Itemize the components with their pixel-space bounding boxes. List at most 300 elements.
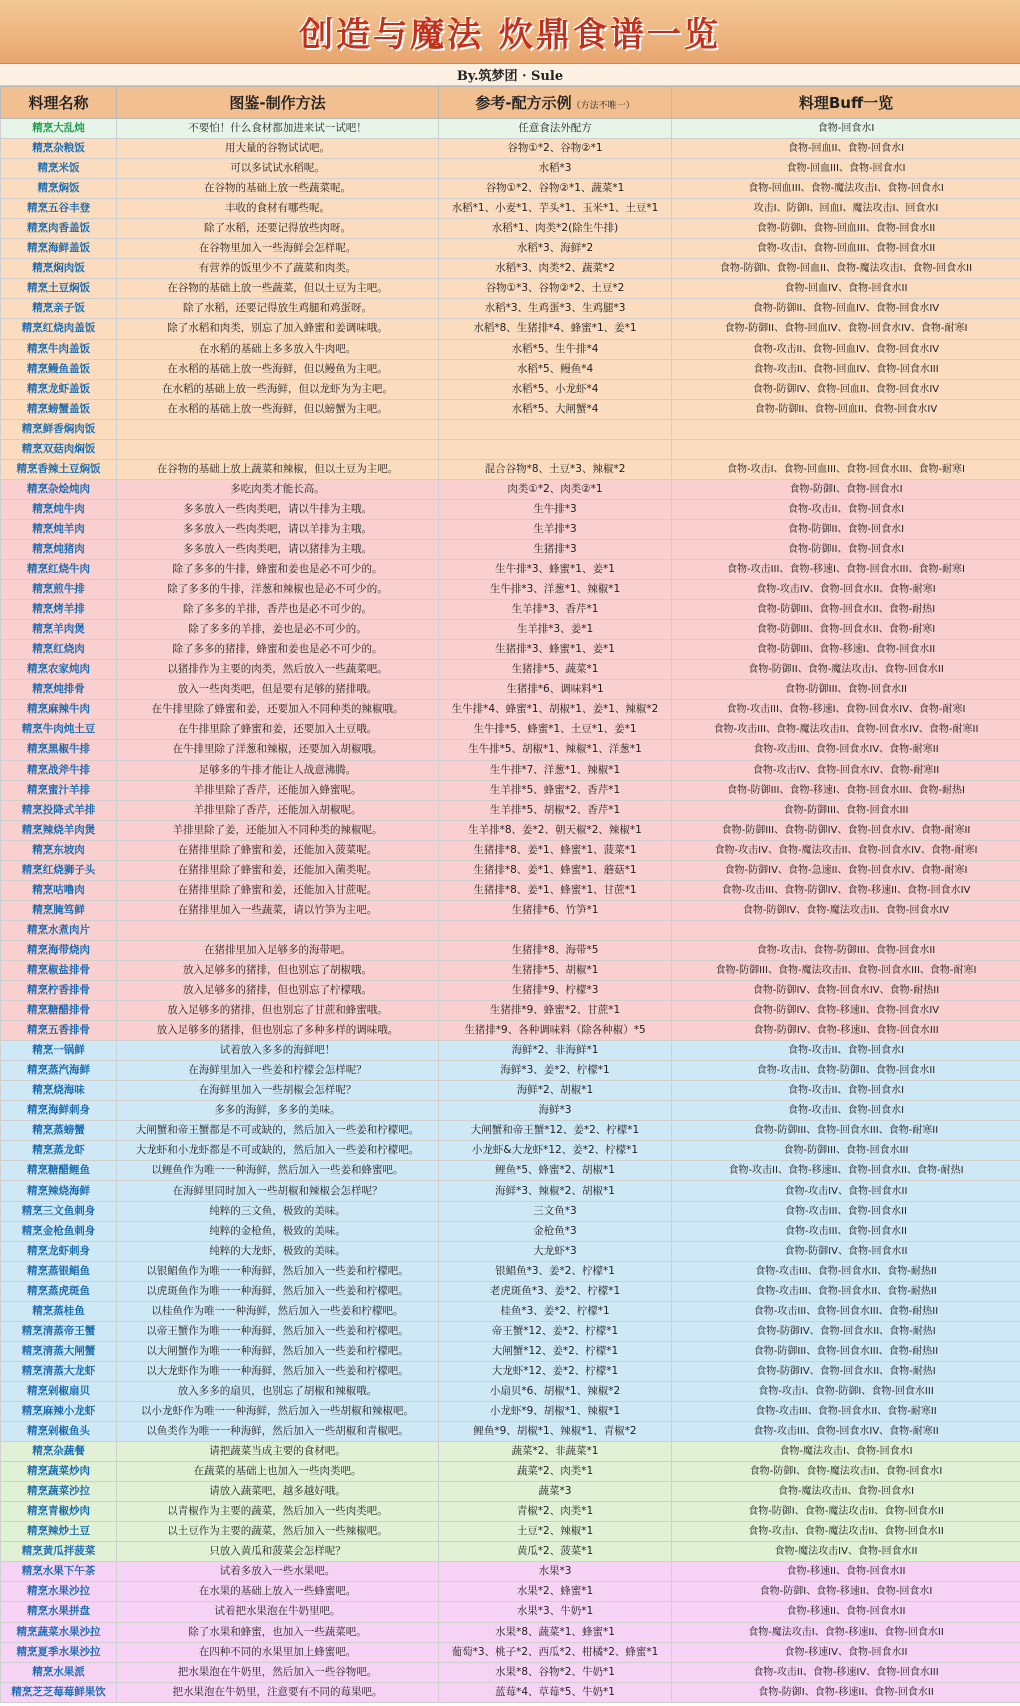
recipe-cell: 生羊排*5、蜂蜜*2、香芹*1 xyxy=(439,780,672,800)
dish-name-cell: 精烹青椒炒肉 xyxy=(1,1502,117,1522)
dish-name-cell: 精烹烧海味 xyxy=(1,1081,117,1101)
dish-name-cell: 精烹海鲜盖饭 xyxy=(1,239,117,259)
dish-name-cell: 精烹龙虾刺身 xyxy=(1,1241,117,1261)
method-cell: 大闸蟹和帝王蟹都是不可或缺的，然后加入一些姜和柠檬吧。 xyxy=(117,1121,439,1141)
dish-name-cell: 精烹一锅鲜 xyxy=(1,1041,117,1061)
method-cell: 大龙虾和小龙虾都是不可或缺的，然后加入一些姜和柠檬吧。 xyxy=(117,1141,439,1161)
table-body xyxy=(1,119,1020,1703)
recipe-cell: 生牛排*3、蜂蜜*1、姜*1 xyxy=(439,560,672,580)
recipe-cell: 小龙虾*9、胡椒*1、辣椒*1 xyxy=(439,1402,672,1422)
method-cell: 以小龙虾作为唯一一种海鲜，然后加入一些胡椒和辣椒吧。 xyxy=(117,1402,439,1422)
recipe-cell: 土豆*2、辣椒*1 xyxy=(439,1522,672,1542)
buff-cell: 食物-移速II、食物-回食水II xyxy=(672,1602,1020,1622)
recipe-cell xyxy=(439,419,672,439)
method-cell xyxy=(117,419,439,439)
dish-name-cell: 精烹海带烧肉 xyxy=(1,940,117,960)
table-row xyxy=(1,379,1020,399)
buff-cell: 食物-攻击III、食物-魔法攻击II、食物-回食水IV、食物-耐寒II xyxy=(672,720,1020,740)
table-row xyxy=(1,840,1020,860)
dish-name-cell: 精烹蜜汁羊排 xyxy=(1,780,117,800)
method-cell: 请放入蔬菜吧，越多越好哦。 xyxy=(117,1482,439,1502)
table-row xyxy=(1,419,1020,439)
method-cell: 试着放入多多的海鲜吧！ xyxy=(117,1041,439,1061)
method-cell: 纯粹的大龙虾，极致的美味。 xyxy=(117,1241,439,1261)
buff-cell: 食物-攻击II、食物-防御II、食物-回食水II xyxy=(672,1061,1020,1081)
dish-name-cell: 精烹金枪鱼刺身 xyxy=(1,1221,117,1241)
table-row xyxy=(1,1381,1020,1401)
dish-name-cell: 精烹腌笃鲜 xyxy=(1,900,117,920)
table-row xyxy=(1,580,1020,600)
table-row xyxy=(1,159,1020,179)
buff-cell: 食物-攻击III、食物-回食水III、食物-耐热II xyxy=(672,1301,1020,1321)
buff-cell: 食物-防御II、食物-魔法攻击I、食物-回食水II xyxy=(672,660,1020,680)
recipe-cell: 谷物①*2、谷物②*1、蔬菜*1 xyxy=(439,179,672,199)
table-row xyxy=(1,1081,1020,1101)
buff-cell: 食物-防御III、食物-魔法攻击II、食物-回食水III、食物-耐寒I xyxy=(672,960,1020,980)
dish-name-cell: 精烹蔬菜炒肉 xyxy=(1,1462,117,1482)
dish-name-cell: 精烹黑椒牛排 xyxy=(1,740,117,760)
table-row xyxy=(1,399,1020,419)
dish-name-cell: 精烹柠香排骨 xyxy=(1,981,117,1001)
buff-cell: 食物-防御I、食物-魔法攻击II、食物-回食水II xyxy=(672,1502,1020,1522)
dish-name-cell: 精烹炖牛肉 xyxy=(1,499,117,519)
header-name: 料理名称 xyxy=(1,87,117,119)
method-cell: 在海鲜里加入一些胡椒会怎样呢？ xyxy=(117,1081,439,1101)
dish-name-cell: 精烹辣烧羊肉煲 xyxy=(1,820,117,840)
method-cell: 在海鲜里同时加入一些胡椒和辣椒会怎样呢？ xyxy=(117,1181,439,1201)
method-cell: 以大闸蟹作为唯一一种海鲜，然后加入一些姜和柠檬吧。 xyxy=(117,1341,439,1361)
table-row xyxy=(1,1562,1020,1582)
buff-cell: 食物-防御I、食物-移速II、食物-回食水I xyxy=(672,1582,1020,1602)
buff-cell: 食物-攻击III、食物-回食水II、食物-耐热II xyxy=(672,1261,1020,1281)
table-row xyxy=(1,760,1020,780)
dish-name-cell: 精烹水果沙拉 xyxy=(1,1582,117,1602)
method-cell: 除了水稻，还要记得放生鸡腿和鸡蛋呀。 xyxy=(117,299,439,319)
table-row xyxy=(1,960,1020,980)
table-row xyxy=(1,1141,1020,1161)
table-row xyxy=(1,1121,1020,1141)
method-cell: 在水稻的基础上放一些海鲜，但以鳗鱼为主吧。 xyxy=(117,359,439,379)
dish-name-cell: 精烹肉香盖饭 xyxy=(1,219,117,239)
method-cell: 除了水果和蜂蜜，也加入一些蔬菜吧。 xyxy=(117,1622,439,1642)
dish-name-cell: 精烹焖肉饭 xyxy=(1,259,117,279)
dish-name-cell: 精烹亲子饭 xyxy=(1,299,117,319)
buff-cell: 食物-防御I、食物-魔法攻击II、食物-回食水I xyxy=(672,1462,1020,1482)
table-row xyxy=(1,1021,1020,1041)
method-cell: 在水果的基础上放入一些蜂蜜吧。 xyxy=(117,1582,439,1602)
table-row xyxy=(1,219,1020,239)
page-title: 创造与魔法 炊鼎食谱一览 xyxy=(299,15,721,55)
table-row xyxy=(1,1642,1020,1662)
table-row xyxy=(1,479,1020,499)
table-row xyxy=(1,860,1020,880)
buff-cell: 食物-防御III、食物-移速I、食物-回食水III、食物-耐热I xyxy=(672,780,1020,800)
table-row xyxy=(1,680,1020,700)
method-cell: 多多的海鲜，多多的美味。 xyxy=(117,1101,439,1121)
method-cell: 纯粹的三文鱼，极致的美味。 xyxy=(117,1201,439,1221)
table-row xyxy=(1,900,1020,920)
dish-name-cell: 精烹麻辣牛肉 xyxy=(1,700,117,720)
dish-name-cell: 精烹蒸虎斑鱼 xyxy=(1,1281,117,1301)
recipe-cell: 谷物①*3、谷物②*2、土豆*2 xyxy=(439,279,672,299)
buff-cell: 食物-防御II、食物-回血IV、食物-回食水IV、食物-耐寒I xyxy=(672,319,1020,339)
table-row xyxy=(1,199,1020,219)
buff-cell: 食物-攻击II、食物-回食水I xyxy=(672,1101,1020,1121)
buff-cell: 食物-防御III、食物-回食水III xyxy=(672,800,1020,820)
table-row xyxy=(1,1321,1020,1341)
table-row xyxy=(1,459,1020,479)
table-row xyxy=(1,1341,1020,1361)
method-cell: 在猪排里加入一些蔬菜，请以竹笋为主吧。 xyxy=(117,900,439,920)
dish-name-cell: 精烹红烧牛肉 xyxy=(1,560,117,580)
table-row xyxy=(1,1161,1020,1181)
recipe-cell: 帝王蟹*12、姜*2、柠檬*1 xyxy=(439,1321,672,1341)
buff-cell: 食物-攻击III、食物-防御IV、食物-移速II、食物-回食水IV xyxy=(672,880,1020,900)
recipe-cell: 生牛排*5、胡椒*1、辣椒*1、洋葱*1 xyxy=(439,740,672,760)
buff-cell: 食物-防御III、食物-回食水III、食物-耐热II xyxy=(672,1341,1020,1361)
recipe-cell: 肉类①*2、肉类②*1 xyxy=(439,479,672,499)
recipe-table xyxy=(0,86,1020,1703)
recipe-cell: 水果*8、谷物*2、牛奶*1 xyxy=(439,1662,672,1682)
method-cell xyxy=(117,920,439,940)
header-recipe-note: （方法不唯一） xyxy=(571,101,635,111)
dish-name-cell: 精烹红烧狮子头 xyxy=(1,860,117,880)
table-row xyxy=(1,1542,1020,1562)
recipe-cell: 生牛排*3、洋葱*1、辣椒*1 xyxy=(439,580,672,600)
recipe-cell: 生羊排*3、姜*1 xyxy=(439,620,672,640)
dish-name-cell: 精烹煎牛排 xyxy=(1,580,117,600)
buff-cell: 食物-防御IV、食物-回食水II xyxy=(672,1241,1020,1261)
table-row xyxy=(1,1522,1020,1542)
method-cell: 在牛排里除了蜂蜜和姜，还要加入不同种类的辣椒哦。 xyxy=(117,700,439,720)
table-row xyxy=(1,1041,1020,1061)
buff-cell: 食物-攻击I、食物-回血III、食物-回食水II xyxy=(672,239,1020,259)
method-cell: 在谷物的基础上放上蔬菜和辣椒，但以土豆为主吧。 xyxy=(117,459,439,479)
method-cell: 以鲤鱼作为唯一一种海鲜，然后加入一些姜和蜂蜜吧。 xyxy=(117,1161,439,1181)
method-cell: 足够多的牛排才能让人战意沸腾。 xyxy=(117,760,439,780)
table-row xyxy=(1,560,1020,580)
buff-cell: 食物-防御II、食物-回血IV、食物-回食水IV xyxy=(672,299,1020,319)
dish-name-cell: 精烹鲜香焖肉饭 xyxy=(1,419,117,439)
table-row xyxy=(1,299,1020,319)
method-cell: 羊排里除了姜，还能加入不同种类的辣椒呢。 xyxy=(117,820,439,840)
table-row xyxy=(1,1482,1020,1502)
dish-name-cell: 精烹蔬菜水果沙拉 xyxy=(1,1622,117,1642)
recipe-cell: 水稻*3、肉类*2、蔬菜*2 xyxy=(439,259,672,279)
buff-cell: 食物-防御IV、食物-回食水II、食物-耐热I xyxy=(672,1321,1020,1341)
table-row xyxy=(1,1682,1020,1702)
dish-name-cell: 精烹剁椒鱼头 xyxy=(1,1422,117,1442)
method-cell: 试着多放入一些水果吧。 xyxy=(117,1562,439,1582)
buff-cell: 食物-回血II、食物-回食水I xyxy=(672,139,1020,159)
recipe-cell: 鲤鱼*5、蜂蜜*2、胡椒*1 xyxy=(439,1161,672,1181)
table-row xyxy=(1,640,1020,660)
method-cell: 在牛排里除了洋葱和辣椒，还要加入胡椒哦。 xyxy=(117,740,439,760)
table-row xyxy=(1,880,1020,900)
recipe-cell: 生猪排*8、姜*1、蜂蜜*1、蘑菇*1 xyxy=(439,860,672,880)
recipe-cell: 生羊排*8、姜*2、朝天椒*2、辣椒*1 xyxy=(439,820,672,840)
dish-name-cell: 精烹五谷丰登 xyxy=(1,199,117,219)
buff-cell: 食物-攻击II、食物-回食水I xyxy=(672,1041,1020,1061)
dish-name-cell: 精烹蒸螃蟹 xyxy=(1,1121,117,1141)
recipe-cell: 鲤鱼*9、胡椒*1、辣椒*1、青椒*2 xyxy=(439,1422,672,1442)
buff-cell: 食物-防御IV、食物-回食水II、食物-耐热I xyxy=(672,1361,1020,1381)
recipe-cell: 蔬菜*2、肉类*1 xyxy=(439,1462,672,1482)
dish-name-cell: 精烹烤羊排 xyxy=(1,600,117,620)
recipe-cell: 海鲜*3、辣椒*2、胡椒*1 xyxy=(439,1181,672,1201)
table-row xyxy=(1,1442,1020,1462)
buff-cell xyxy=(672,419,1020,439)
buff-cell: 食物-攻击III、食物-回食水II xyxy=(672,1201,1020,1221)
recipe-cell: 小扇贝*6、胡椒*1、辣椒*2 xyxy=(439,1381,672,1401)
recipe-cell: 生猪排*9、柠檬*3 xyxy=(439,981,672,1001)
method-cell: 只放入黄瓜和菠菜会怎样呢？ xyxy=(117,1542,439,1562)
recipe-cell: 水稻*3、生鸡蛋*3、生鸡腿*3 xyxy=(439,299,672,319)
recipe-cell: 生猪排*8、姜*1、蜂蜜*1、菠菜*1 xyxy=(439,840,672,860)
recipe-cell: 金枪鱼*3 xyxy=(439,1221,672,1241)
method-cell: 在猪排里除了蜂蜜和姜，还能加入菌类呢。 xyxy=(117,860,439,880)
dish-name-cell: 精烹清蒸大龙虾 xyxy=(1,1361,117,1381)
dish-name-cell: 精烹糖醋排骨 xyxy=(1,1001,117,1021)
recipe-cell: 小龙虾&大龙虾*12、姜*2、柠檬*1 xyxy=(439,1141,672,1161)
dish-name-cell: 精烹蒸银鲳鱼 xyxy=(1,1261,117,1281)
header-recipe-label: 参考-配方示例 xyxy=(475,94,572,112)
method-cell: 在海鲜里加入一些姜和柠檬会怎样呢？ xyxy=(117,1061,439,1081)
table-row xyxy=(1,620,1020,640)
recipe-cell: 水果*3 xyxy=(439,1562,672,1582)
method-cell: 多吃肉类才能长高。 xyxy=(117,479,439,499)
recipe-cell: 大闸蟹*12、姜*2、柠檬*1 xyxy=(439,1341,672,1361)
buff-cell: 食物-防御IV、食物-移速II、食物-回食水IV xyxy=(672,1001,1020,1021)
table-row xyxy=(1,1402,1020,1422)
buff-cell: 食物-防御II、食物-回食水I xyxy=(672,539,1020,559)
dish-name-cell: 精烹鳗鱼盖饭 xyxy=(1,359,117,379)
recipe-cell: 海鲜*2、胡椒*1 xyxy=(439,1081,672,1101)
dish-name-cell: 精烹糖醋鲤鱼 xyxy=(1,1161,117,1181)
table-row xyxy=(1,539,1020,559)
table-row xyxy=(1,1622,1020,1642)
dish-name-cell: 精烹三文鱼刺身 xyxy=(1,1201,117,1221)
recipe-cell: 蓝莓*4、草莓*5、牛奶*1 xyxy=(439,1682,672,1702)
buff-cell: 食物-防御I、食物-移速II、食物-回食水II xyxy=(672,1682,1020,1702)
recipe-cell: 三文鱼*3 xyxy=(439,1201,672,1221)
recipe-cell: 生牛排*3 xyxy=(439,499,672,519)
recipe-cell: 水稻*5、小龙虾*4 xyxy=(439,379,672,399)
dish-name-cell: 精烹农家炖肉 xyxy=(1,660,117,680)
title-banner xyxy=(0,0,1020,64)
method-cell: 纯粹的金枪鱼，极致的美味。 xyxy=(117,1221,439,1241)
dish-name-cell: 精烹杂粮饭 xyxy=(1,139,117,159)
table-row xyxy=(1,1361,1020,1381)
table-row xyxy=(1,940,1020,960)
buff-cell: 食物-魔法攻击IV、食物-回食水II xyxy=(672,1542,1020,1562)
table-row xyxy=(1,1001,1020,1021)
table-row xyxy=(1,1101,1020,1121)
recipe-cell: 水稻*3、海鲜*2 xyxy=(439,239,672,259)
recipe-cell: 任意食法外配方 xyxy=(439,119,672,139)
method-cell: 以土豆作为主要的蔬菜，然后加入一些辣椒吧。 xyxy=(117,1522,439,1542)
method-cell: 用大量的谷物试试吧。 xyxy=(117,139,439,159)
table-row xyxy=(1,1281,1020,1301)
buff-cell: 食物-防御I、食物-回血III、食物-回食水II xyxy=(672,219,1020,239)
buff-cell: 食物-攻击I、食物-防御III、食物-回食水II xyxy=(672,940,1020,960)
buff-cell: 食物-移速II、食物-回食水II xyxy=(672,1562,1020,1582)
method-cell: 以银鲳鱼作为唯一一种海鲜，然后加入一些姜和柠檬吧。 xyxy=(117,1261,439,1281)
dish-name-cell: 精烹蒸桂鱼 xyxy=(1,1301,117,1321)
dish-name-cell: 精烹椒盐排骨 xyxy=(1,960,117,980)
method-cell: 除了多多的猪排，蜂蜜和姜也是必不可少的。 xyxy=(117,640,439,660)
method-cell: 以猪排作为主要的肉类，然后放入一些蔬菜吧。 xyxy=(117,660,439,680)
dish-name-cell: 精烹水果拼盘 xyxy=(1,1602,117,1622)
dish-name-cell: 精烹牛肉盖饭 xyxy=(1,339,117,359)
table-row xyxy=(1,800,1020,820)
dish-name-cell: 精烹清蒸帝王蟹 xyxy=(1,1321,117,1341)
buff-cell: 食物-回血III、食物-魔法攻击I、食物-回食水I xyxy=(672,179,1020,199)
method-cell: 除了多多的牛排，蜂蜜和姜也是必不可少的。 xyxy=(117,560,439,580)
table-row xyxy=(1,1502,1020,1522)
table-row xyxy=(1,600,1020,620)
buff-cell: 食物-防御III、食物-回食水II xyxy=(672,680,1020,700)
recipe-cell: 海鲜*2、非海鲜*1 xyxy=(439,1041,672,1061)
dish-name-cell: 精烹蒸汽海鲜 xyxy=(1,1061,117,1081)
buff-cell: 食物-魔法攻击I、食物-移速II、食物-回食水II xyxy=(672,1622,1020,1642)
method-cell: 在谷物的基础上放一些蔬菜，但以土豆为主吧。 xyxy=(117,279,439,299)
dish-name-cell: 精烹海鲜刺身 xyxy=(1,1101,117,1121)
table-row xyxy=(1,1602,1020,1622)
buff-cell: 食物-攻击II、食物-回血IV、食物-回食水III xyxy=(672,359,1020,379)
dish-name-cell: 精烹蒸龙虾 xyxy=(1,1141,117,1161)
recipe-cell: 生猪排*8、姜*1、蜂蜜*1、甘蔗*1 xyxy=(439,880,672,900)
table-row xyxy=(1,339,1020,359)
table-row xyxy=(1,740,1020,760)
buff-cell: 食物-攻击I、食物-防御I、食物-回食水III xyxy=(672,1381,1020,1401)
dish-name-cell: 精烹咕噜肉 xyxy=(1,880,117,900)
method-cell: 放入足够多的猪排，但也别忘了胡椒哦。 xyxy=(117,960,439,980)
buff-cell: 食物-攻击IV、食物-回食水II、食物-耐寒I xyxy=(672,580,1020,600)
buff-cell: 食物-攻击III、食物-回食水IV、食物-耐寒II xyxy=(672,740,1020,760)
buff-cell: 食物-攻击II、食物-回食水I xyxy=(672,499,1020,519)
recipe-cell: 水果*3、牛奶*1 xyxy=(439,1602,672,1622)
recipe-cell: 生猪排*6、调味料*1 xyxy=(439,680,672,700)
recipe-cell: 大龙虾*3 xyxy=(439,1241,672,1261)
buff-cell: 食物-魔法攻击I、食物-回食水I xyxy=(672,1442,1020,1462)
table-row xyxy=(1,259,1020,279)
recipe-cell: 生猪排*5、胡椒*1 xyxy=(439,960,672,980)
buff-cell: 食物-回食水I xyxy=(672,119,1020,139)
buff-cell: 食物-攻击III、食物-回食水IV、食物-耐寒II xyxy=(672,1422,1020,1442)
dish-name-cell: 精烹双菇肉焖饭 xyxy=(1,439,117,459)
dish-name-cell: 精烹黄瓜拌菠菜 xyxy=(1,1542,117,1562)
recipe-cell: 生牛排*7、洋葱*1、辣椒*1 xyxy=(439,760,672,780)
buff-cell: 食物-防御II、食物-回血II、食物-回食水IV xyxy=(672,399,1020,419)
buff-cell xyxy=(672,439,1020,459)
recipe-cell: 生猪排*8、海带*5 xyxy=(439,940,672,960)
buff-cell: 食物-防御IV、食物-移速II、食物-回食水III xyxy=(672,1021,1020,1041)
dish-name-cell: 精烹羊肉煲 xyxy=(1,620,117,640)
buff-cell: 食物-防御II、食物-回食水I xyxy=(672,519,1020,539)
table-row xyxy=(1,499,1020,519)
method-cell: 在谷物里加入一些海鲜会怎样呢。 xyxy=(117,239,439,259)
method-cell: 有营养的饭里少不了蔬菜和肉类。 xyxy=(117,259,439,279)
method-cell: 把水果泡在牛奶里，注意要有不同的莓果吧。 xyxy=(117,1682,439,1702)
buff-cell: 食物-攻击II、食物-移速II、食物-回食水II、食物-耐热I xyxy=(672,1161,1020,1181)
author-line: By.筑梦团 · Sule xyxy=(0,64,1020,86)
recipe-cell: 水稻*1、小麦*1、芋头*1、玉米*1、土豆*1 xyxy=(439,199,672,219)
buff-cell: 食物-攻击III、食物-移速I、食物-回食水III、食物-耐寒I xyxy=(672,560,1020,580)
table-row xyxy=(1,1061,1020,1081)
recipe-cell: 生羊排*5、胡椒*2、香芹*1 xyxy=(439,800,672,820)
recipe-cell: 生猪排*6、竹笋*1 xyxy=(439,900,672,920)
table-row xyxy=(1,920,1020,940)
table-row xyxy=(1,179,1020,199)
dish-name-cell: 精烹炖猪肉 xyxy=(1,539,117,559)
dish-name-cell: 精烹香辣土豆焖饭 xyxy=(1,459,117,479)
table-row xyxy=(1,1301,1020,1321)
table-row xyxy=(1,1422,1020,1442)
dish-name-cell: 精烹杂蔬餐 xyxy=(1,1442,117,1462)
method-cell: 不要怕！什么食材都加进来试一试吧！ xyxy=(117,119,439,139)
buff-cell: 食物-攻击IV、食物-回食水II xyxy=(672,1181,1020,1201)
table-row xyxy=(1,439,1020,459)
table-row xyxy=(1,1261,1020,1281)
method-cell: 多多放入一些肉类吧，请以羊排为主哦。 xyxy=(117,519,439,539)
recipe-cell: 水稻*5、鳗鱼*4 xyxy=(439,359,672,379)
method-cell: 以大龙虾作为唯一一种海鲜，然后加入一些姜和柠檬吧。 xyxy=(117,1361,439,1381)
table-row xyxy=(1,319,1020,339)
recipe-cell: 生牛排*4、蜂蜜*1、胡椒*1、姜*1、辣椒*2 xyxy=(439,700,672,720)
buff-cell: 食物-防御III、食物-防御IV、食物-回食水IV、食物-耐寒II xyxy=(672,820,1020,840)
dish-name-cell: 精烹蔬菜沙拉 xyxy=(1,1482,117,1502)
dish-name-cell: 精烹东坡肉 xyxy=(1,840,117,860)
method-cell: 试着把水果泡在牛奶里吧。 xyxy=(117,1602,439,1622)
recipe-cell: 谷物①*2、谷物②*1 xyxy=(439,139,672,159)
dish-name-cell: 精烹炖排骨 xyxy=(1,680,117,700)
dish-name-cell: 精烹大乱炖 xyxy=(1,119,117,139)
table-row xyxy=(1,660,1020,680)
table-row xyxy=(1,139,1020,159)
buff-cell: 食物-攻击II、食物-回食水I xyxy=(672,1081,1020,1101)
dish-name-cell: 精烹辣炒土豆 xyxy=(1,1522,117,1542)
dish-name-cell: 精烹炖羊肉 xyxy=(1,519,117,539)
recipe-cell: 生羊排*3、香芹*1 xyxy=(439,600,672,620)
method-cell: 羊排里除了香芹，还能加入蜂蜜呢。 xyxy=(117,780,439,800)
recipe-cell: 水果*8、蔬菜*1、蜂蜜*1 xyxy=(439,1622,672,1642)
recipe-cell: 混合谷物*8、土豆*3、辣椒*2 xyxy=(439,459,672,479)
header-row xyxy=(1,87,1020,119)
table-row xyxy=(1,1201,1020,1221)
method-cell: 在蔬菜的基础上也加入一些肉类吧。 xyxy=(117,1462,439,1482)
dish-name-cell: 精烹水煮肉片 xyxy=(1,920,117,940)
buff-cell: 食物-防御III、食物-回食水II、食物-耐寒I xyxy=(672,620,1020,640)
buff-cell: 食物-防御IV、食物-急速II、食物-回食水IV、食物-耐寒I xyxy=(672,860,1020,880)
buff-cell: 食物-攻击II、食物-回血IV、食物-回食水IV xyxy=(672,339,1020,359)
recipe-cell: 青椒*2、肉类*1 xyxy=(439,1502,672,1522)
buff-cell: 食物-防御III、食物-回食水III xyxy=(672,1141,1020,1161)
header-recipe xyxy=(439,87,672,119)
table-row xyxy=(1,1662,1020,1682)
table-row xyxy=(1,279,1020,299)
recipe-cell: 大闸蟹和帝王蟹*12、姜*2、柠檬*1 xyxy=(439,1121,672,1141)
recipe-cell: 葡萄*3、桃子*2、西瓜*2、柑橘*2、蜂蜜*1 xyxy=(439,1642,672,1662)
buff-cell: 食物-回血III、食物-回食水I xyxy=(672,159,1020,179)
table-row xyxy=(1,1221,1020,1241)
method-cell: 丰收的食材有哪些呢。 xyxy=(117,199,439,219)
buff-cell: 攻击I、防御I、回血I、魔法攻击I、回食水I xyxy=(672,199,1020,219)
recipe-cell: 蔬菜*2、非蔬菜*1 xyxy=(439,1442,672,1462)
method-cell: 把水果泡在牛奶里，然后加入一些谷物吧。 xyxy=(117,1662,439,1682)
method-cell: 在牛排里除了蜂蜜和姜，还要加入土豆哦。 xyxy=(117,720,439,740)
method-cell: 除了多多的羊排，香芹也是必不可少的。 xyxy=(117,600,439,620)
